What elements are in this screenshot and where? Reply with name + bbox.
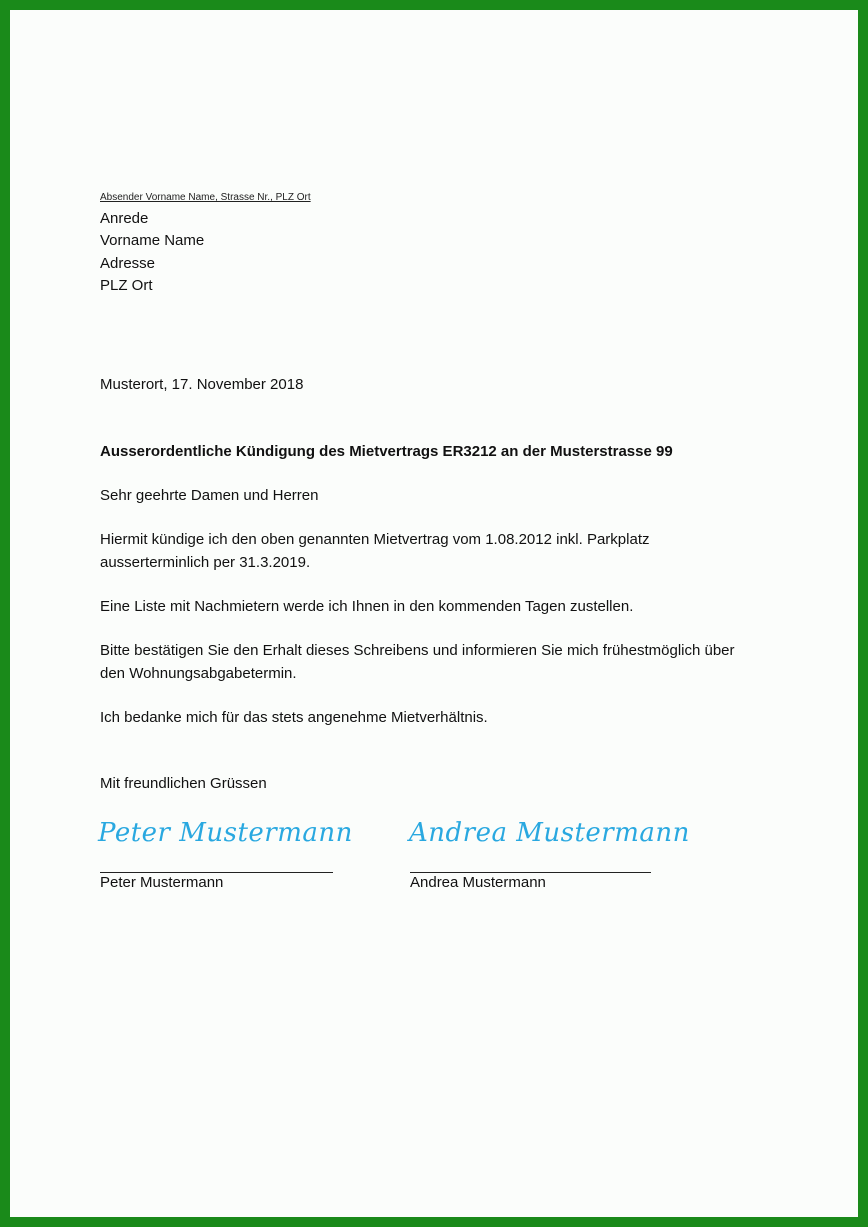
paragraph-1-line-2: ausserterminlich per 31.3.2019. <box>100 554 311 571</box>
paragraph-3-line-1: Bitte bestätigen Sie den Erhalt dieses Schreibens und informieren Sie mich frühestmöglich über <box>100 642 735 659</box>
paragraph-3-line-2: den Wohnungsabgabetermin. <box>100 665 297 682</box>
signature-andrea: Andrea Mustermann <box>409 818 690 848</box>
recipient-city: PLZ Ort <box>100 277 153 294</box>
recipient-name: Vorname Name <box>100 232 205 249</box>
printed-name-peter: Peter Mustermann <box>100 874 224 891</box>
letter-page <box>10 10 858 1217</box>
signature-peter: Peter Mustermann <box>98 818 353 848</box>
printed-name-andrea: Andrea Mustermann <box>410 874 546 891</box>
closing: Mit freundlichen Grüssen <box>100 775 267 792</box>
subject-line: Ausserordentliche Kündigung des Mietvertrags ER3212 an der Musterstrasse 99 <box>100 443 673 460</box>
place-date: Musterort, 17. November 2018 <box>100 376 304 393</box>
paragraph-2: Eine Liste mit Nachmietern werde ich Ihnen in den kommenden Tagen zustellen. <box>100 598 634 615</box>
sender-line: Absender Vorname Name, Strasse Nr., PLZ Ort <box>100 192 311 203</box>
paragraph-1-line-1: Hiermit kündige ich den oben genannten Mietvertrag vom 1.08.2012 inkl. Parkplatz <box>100 531 650 548</box>
recipient-salutation: Anrede <box>100 210 149 227</box>
recipient-address: Adresse <box>100 255 156 272</box>
paragraph-4: Ich bedanke mich für das stets angenehme Mietverhältnis. <box>100 709 488 726</box>
greeting: Sehr geehrte Damen und Herren <box>100 487 319 504</box>
